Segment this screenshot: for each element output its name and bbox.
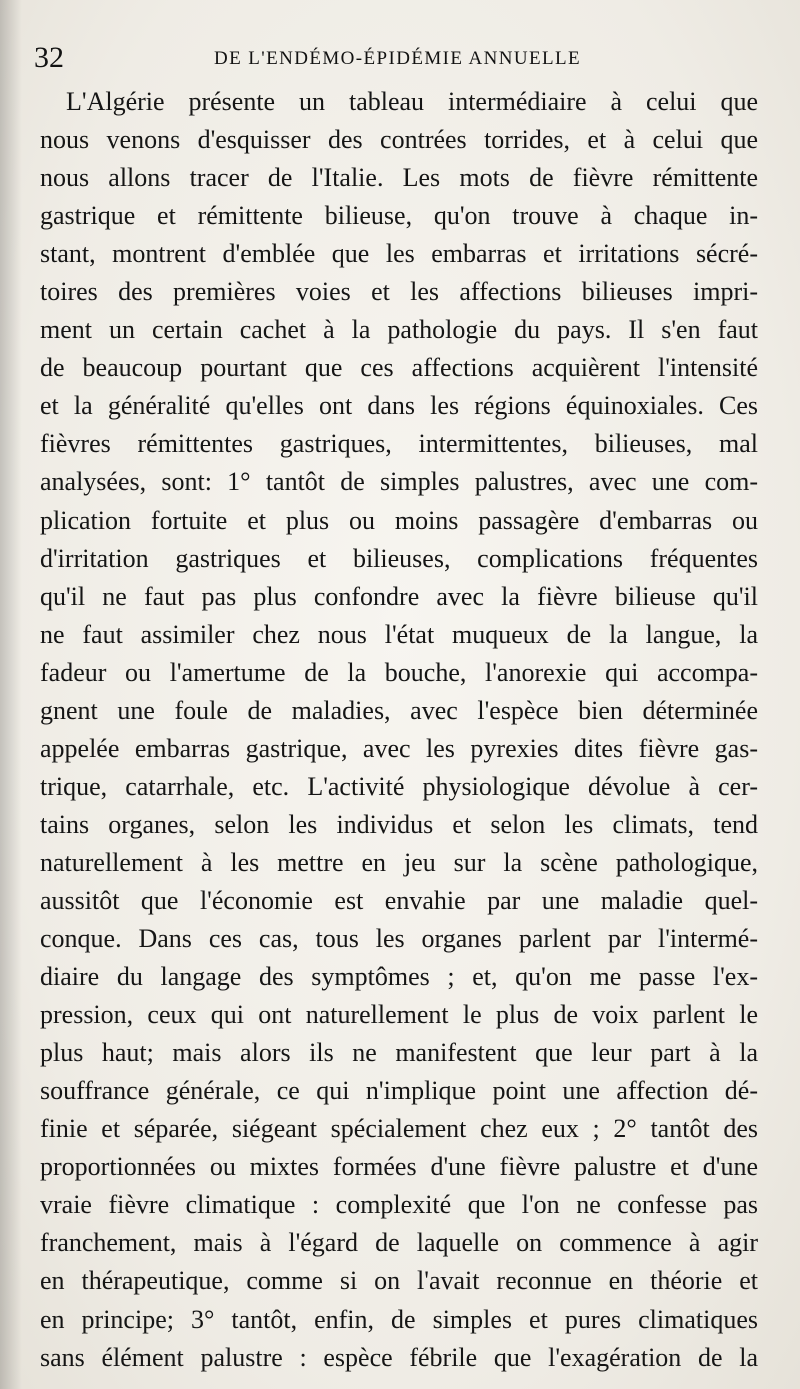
page-binding-shadow: [0, 0, 22, 1389]
text-line: sans élément palustre : espèce fébrile que l'exagération de la: [40, 1342, 758, 1372]
running-title: DE L'ENDÉMO-ÉPIDÉMIE ANNUELLE: [214, 48, 581, 69]
text-line: ne faut assimiler chez nous l'état muqueux de la langue, la: [40, 619, 758, 649]
text-line: fadeur ou l'amertume de la bouche, l'anorexie qui accompa-: [40, 657, 758, 687]
text-line: plus haut; mais alors ils ne manifestent que leur part à la: [40, 1038, 758, 1068]
text-line: proportionnées ou mixtes formées d'une fièvre palustre et d'une: [40, 1152, 758, 1182]
text-line: diaire du langage des symptômes ; et, qu'on me passe l'ex-: [40, 962, 758, 992]
page-header: [24, 36, 784, 80]
text-line: fièvres rémittentes gastriques, intermittentes, bilieuses, mal: [40, 429, 758, 459]
text-line: et la généralité qu'elles ont dans les régions équinoxiales. Ces: [40, 391, 758, 421]
text-line: tains organes, selon les individus et selon les climats, tend: [40, 809, 758, 839]
text-line: stant, montrent d'emblée que les embarras et irritations sécré-: [40, 239, 758, 269]
text-line: vraie fièvre climatique : complexité que l'on ne confesse pas: [40, 1190, 758, 1220]
text-line: nous venons d'esquisser des contrées torrides, et à celui que: [40, 125, 758, 155]
text-line: qu'il ne faut pas plus confondre avec la fièvre bilieuse qu'il: [40, 581, 758, 611]
text-line: gastrique et rémittente bilieuse, qu'on trouve à chaque in-: [40, 201, 758, 231]
text-line: d'irritation gastriques et bilieuses, complications fréquentes: [40, 543, 758, 573]
text-line: ment un certain cachet à la pathologie du pays. Il s'en faut: [40, 315, 758, 345]
text-line: en principe; 3° tantôt, enfin, de simples et pures climatiques: [40, 1304, 758, 1334]
text-line: pression, ceux qui ont naturellement le plus de voix parlent le: [40, 1000, 758, 1030]
text-line: plication fortuite et plus ou moins passagère d'embarras ou: [40, 505, 758, 535]
text-line: souffrance générale, ce qui n'implique point une affection dé-: [40, 1076, 758, 1106]
body-text: [40, 83, 758, 1377]
text-line: appelée embarras gastrique, avec les pyrexies dites fièvre gas-: [40, 733, 758, 763]
text-line: gnent une foule de maladies, avec l'espèce bien déterminée: [40, 695, 758, 725]
text-line: L'Algérie présente un tableau intermédiaire à celui que: [66, 87, 758, 116]
page-number: 32: [34, 41, 64, 74]
text-line: de beaucoup pourtant que ces affections acquièrent l'intensité: [40, 353, 758, 383]
text-line: nous allons tracer de l'Italie. Les mots de fièvre rémittente: [40, 163, 758, 193]
text-line: naturellement à les mettre en jeu sur la scène pathologique,: [40, 847, 758, 877]
text-line: finie et séparée, siégeant spécialement chez eux ; 2° tantôt des: [40, 1114, 758, 1144]
text-line: analysées, sont: 1° tantôt de simples palustres, avec une com-: [40, 467, 758, 497]
text-line: franchement, mais à l'égard de laquelle on commence à agir: [40, 1228, 758, 1258]
text-line: trique, catarrhale, etc. L'activité physiologique dévolue à cer-: [40, 771, 758, 801]
text-line: conque. Dans ces cas, tous les organes parlent par l'intermé-: [40, 924, 758, 954]
text-line: aussitôt que l'économie est envahie par une maladie quel-: [40, 885, 758, 915]
text-line: toires des premières voies et les affections bilieuses impri-: [40, 277, 758, 307]
text-line: en thérapeutique, comme si on l'avait reconnue en théorie et: [40, 1266, 758, 1296]
